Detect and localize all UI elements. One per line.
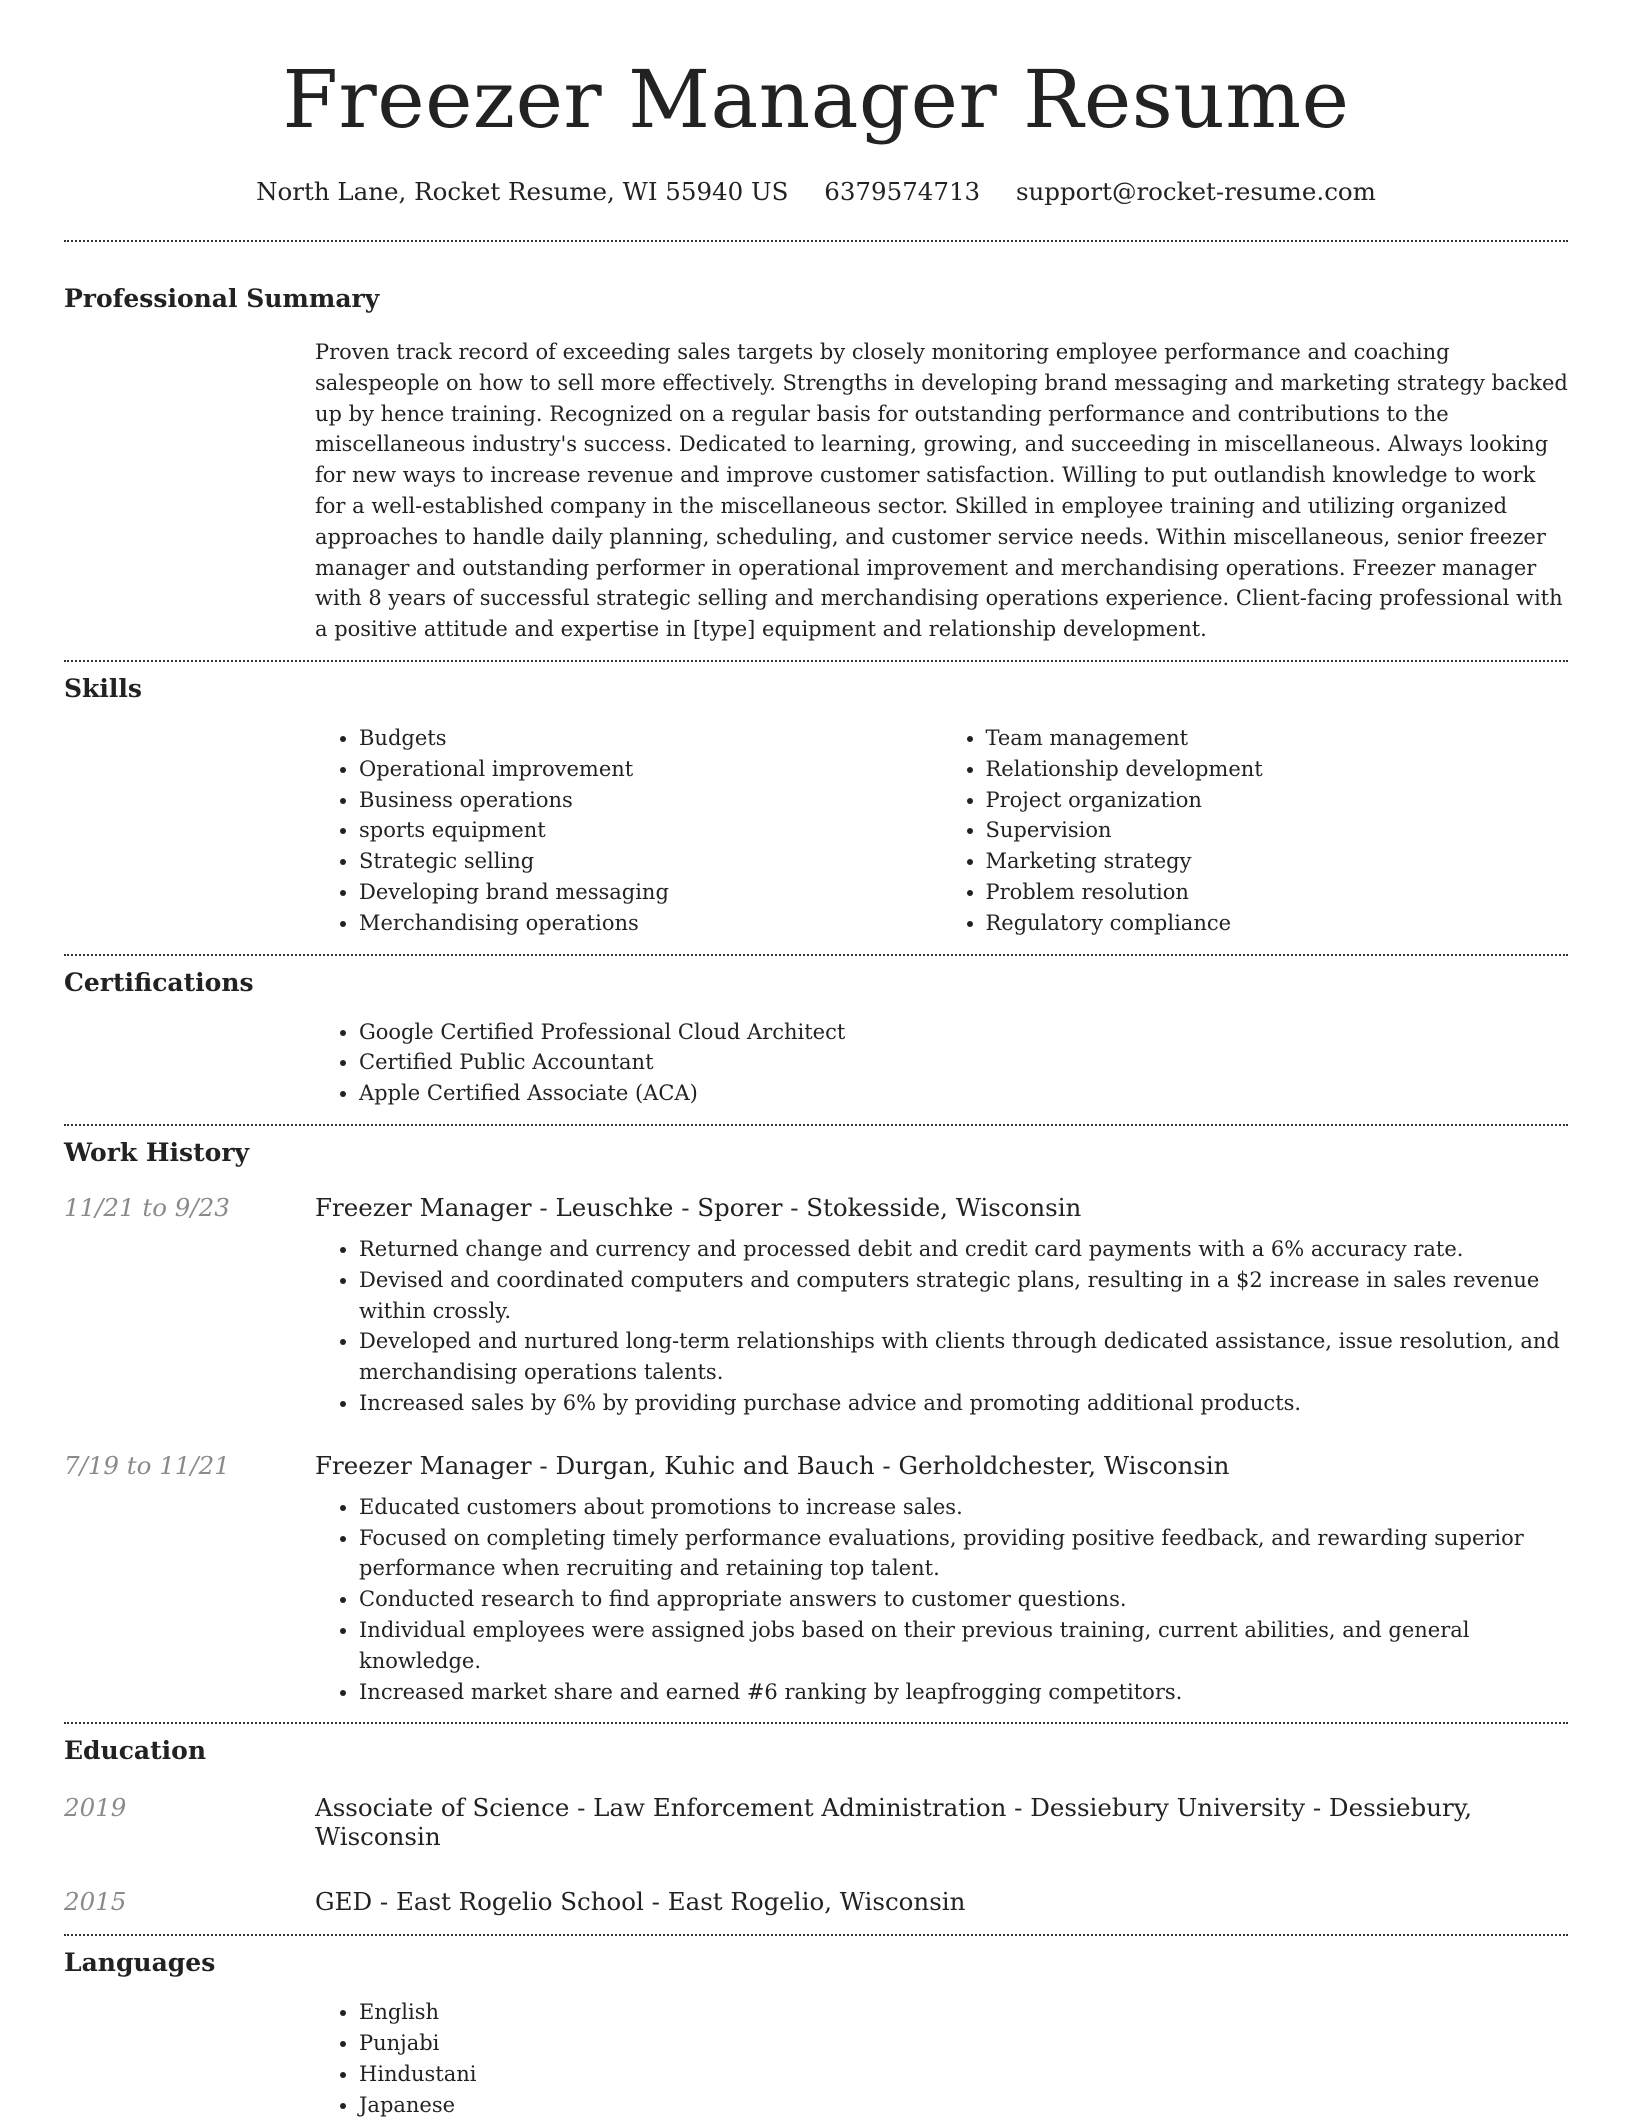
job-bullet: • Individual employees were assigned jobs based on their previous training, current abilities, and general knowledge. (359, 1615, 1568, 1677)
job-title: Freezer Manager - Leuschke - Sporer - Stokesside, Wisconsin (315, 1192, 1082, 1222)
divider (64, 954, 1568, 956)
contact-email: support@rocket-resume.com (1015, 177, 1376, 206)
divider (64, 1934, 1568, 1936)
skill-item: • Business operations (359, 785, 942, 816)
job-dates: 11/21 to 9/23 (64, 1192, 230, 1222)
skill-item: • Relationship development (986, 754, 1569, 785)
skill-item: • Regulatory compliance (986, 908, 1569, 939)
education-item (64, 1793, 1568, 1851)
divider (64, 1124, 1568, 1126)
divider (64, 1722, 1568, 1724)
education-detail: Associate of Science - Law Enforcement Administration - Dessiebury University - Dessiebury, Wisconsin (315, 1793, 1473, 1852)
certification-item: • Certified Public Accountant (359, 1047, 1568, 1078)
job-entry (64, 1451, 1568, 1708)
language-item: • English (359, 1997, 1568, 2028)
education-item (64, 1887, 1568, 1916)
contact-phone: 6379574713 (824, 177, 981, 206)
skill-item: • Strategic selling (359, 846, 942, 877)
job-bullet: • Devised and coordinated computers and computers strategic plans, resulting in a $2 increase in sales revenue within crossly. (359, 1265, 1568, 1327)
job-title: Freezer Manager - Durgan, Kuhic and Bauch - Gerholdchester, Wisconsin (315, 1450, 1230, 1480)
certification-item: • Apple Certified Associate (ACA) (359, 1078, 1568, 1109)
resume-title: Freezer Manager Resume (282, 53, 1350, 146)
skill-item: • Budgets (359, 723, 942, 754)
job-bullet: • Returned change and currency and processed debit and credit card payments with a 6% accuracy rate. (359, 1234, 1568, 1265)
job-bullet: • Increased sales by 6% by providing purchase advice and promoting additional products. (359, 1388, 1568, 1419)
language-item: • Hindustani (359, 2059, 1568, 2090)
certifications-list (315, 1017, 1568, 1109)
job-bullet: • Focused on completing timely performance evaluations, providing positive feedback, and rewarding superior performance when recruiting and retaining top talent. (359, 1523, 1568, 1585)
skill-item: • Merchandising operations (359, 908, 942, 939)
summary-heading: Professional Summary (64, 284, 380, 313)
languages-heading: Languages (64, 1948, 216, 1978)
skill-item: • Project organization (986, 785, 1569, 816)
job-bullet: • Developed and nurtured long-term relationships with clients through dedicated assistance, issue resolution, and merchandising operations talents. (359, 1326, 1568, 1388)
education-year: 2015 (64, 1887, 127, 1917)
skill-item: • Marketing strategy (986, 846, 1569, 877)
summary-text: Proven track record of exceeding sales targets by closely monitoring employee performance and coaching salespeople on how to sell more effectively. Strengths in developing brand messaging and marketing strategy backed up by hence training. Recognized on a regular basis for outstanding performance and contributions to the miscellaneous industry's success. Dedicated to learning, growing, and succeeding in miscellaneous. Always looking for new ways to increase revenue and improve customer satisfaction. Willing to put outlandish knowledge to work for a well-established company in the miscellaneous sector. Skilled in employee training and utilizing organized approaches to handle daily planning, scheduling, and customer service needs. Within miscellaneous, senior freezer manager and outstanding performer in operational improvement and merchandising operations. Freezer manager with 8 years of successful strategic selling and merchandising operations experience. Client-facing professional with a positive attitude and expertise in [type] equipment and relationship development. (315, 340, 1568, 642)
skills-column-left (315, 723, 942, 939)
language-item: • Punjabi (359, 2028, 1568, 2059)
languages-list (315, 1997, 1568, 2120)
contact-line (64, 176, 1568, 208)
job-bullet: • Conducted research to find appropriate answers to customer questions. (359, 1584, 1568, 1615)
certification-item: • Google Certified Professional Cloud Architect (359, 1017, 1568, 1048)
skills-list (315, 723, 1568, 939)
contact-address: North Lane, Rocket Resume, WI 55940 US (256, 177, 789, 206)
divider (64, 240, 1568, 242)
certifications-heading: Certifications (64, 967, 254, 997)
skill-item: • Developing brand messaging (359, 877, 942, 908)
job-entry (64, 1193, 1568, 1419)
education-year: 2019 (64, 1793, 127, 1823)
education-detail: GED - East Rogelio School - East Rogelio, Wisconsin (315, 1887, 966, 1917)
skills-heading: Skills (64, 673, 142, 703)
skills-column-right (942, 723, 1569, 939)
divider (64, 660, 1568, 662)
education-heading: Education (64, 1736, 207, 1766)
language-item: • Japanese (359, 2090, 1568, 2120)
skill-item: • Supervision (986, 815, 1569, 846)
job-dates: 7/19 to 11/21 (64, 1450, 230, 1480)
skill-item: • Problem resolution (986, 877, 1569, 908)
job-bullet: • Educated customers about promotions to increase sales. (359, 1492, 1568, 1523)
work-history-heading: Work History (64, 1137, 250, 1167)
job-bullet: • Increased market share and earned #6 ranking by leapfrogging competitors. (359, 1677, 1568, 1708)
skill-item: • Operational improvement (359, 754, 942, 785)
skill-item: • sports equipment (359, 815, 942, 846)
skill-item: • Team management (986, 723, 1569, 754)
